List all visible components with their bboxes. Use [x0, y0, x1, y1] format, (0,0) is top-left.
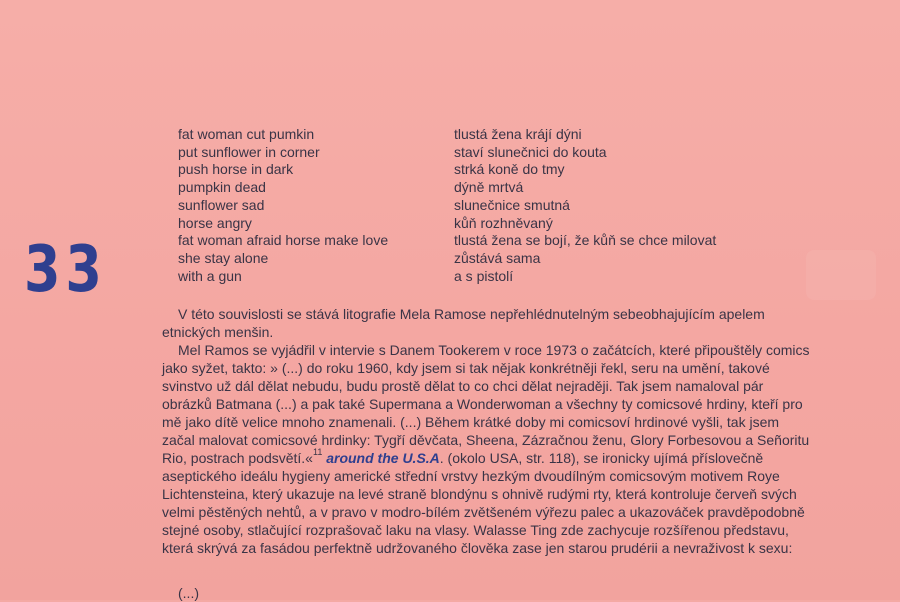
poem-line: slunečnice smutná	[454, 196, 570, 213]
poem-line: tlustá žena krájí dýni	[454, 126, 582, 142]
poem-line: push horse in dark	[178, 161, 294, 178]
poem-line: horse angry	[178, 214, 252, 231]
page-number: 33	[24, 233, 107, 307]
poem-line: fat woman afraid horse make love	[178, 232, 389, 249]
artwork-title: around the U.S.A	[326, 450, 440, 466]
poem-line: kůň rozhněvaný	[454, 214, 553, 231]
ellipsis-line: (...)	[178, 585, 199, 601]
footnote-ref: 11	[312, 447, 323, 458]
poem-line: she stay alone	[178, 249, 269, 266]
paragraph-1: V této souvislosti se stává litografie Mela Ramose nepřehlédnutelným sebeobhajujícím apelem etnických menšin.	[162, 306, 765, 340]
paragraph-2-rest: . (okolo USA, str. 118), se ironicky ujímá příslovečně aseptického ideálu hygieny americké střední vrstvy hezkým dvoudílným comicsovým motivem Roye Lichtensteina, který ukazuje na levé straně blondýnu s ohnivě rudými rty, která kontroluje červeň svých velmi pěstěných nehtů, a v pravo v modro-bílém zvětšeném výřezu palec a ukazováček pravděpodobně stejné osoby, stlačující rozprašovač laku na vlasy. Walasse Ting zde zachycuje rozšířenou představu, která skrývá za fasádou perfektně udržovaného člověka zase jen starou prudérii a nevraživost k sexu:	[162, 450, 805, 556]
poem-czech	[454, 126, 754, 285]
paragraph-2	[162, 341, 810, 557]
poem-english	[178, 126, 438, 285]
poem-line: dýně mrtvá	[454, 179, 524, 196]
poem-line: a s pistolí	[454, 267, 514, 284]
poem-line: fat woman cut pumkin	[178, 126, 315, 142]
poem-line: with a gun	[178, 267, 242, 284]
poem-line: staví slunečnici do kouta	[454, 143, 607, 160]
body-text	[162, 305, 810, 557]
poem-line: sunflower sad	[178, 196, 265, 213]
poem-line: pumpkin dead	[178, 179, 266, 196]
faint-mark	[806, 250, 876, 300]
poem-line: strká koně do tmy	[454, 161, 565, 178]
poem-line: tlustá žena se bojí, že kůň se chce milovat	[454, 232, 717, 249]
poem-line: zůstává sama	[454, 249, 541, 266]
paragraph-2-quote: Mel Ramos se vyjádřil v intervie s Danem Tookerem v roce 1973 o začátcích, které připouštěly comics jako syžet, takto: » (...) do roku 1960, kdy jsem si tak nějak konkrétněji řekl, seru na umění, takové svinstvo už dál dělat nebudu, budu prostě dělat to co chci dělat nejraději. Tak jsem namaloval pár obrázků Batmana (...) a pak také Supermana a Wonderwoman a všechny ty comicsové hrdiny, kteří pro mě jako dítě velice mnoho znamenali. (...) Během krátké doby mi comicsoví hrdinové vyšli, tak jsem začal malovat comicsové hrdinky: Tygří děvčata, Sheena, Zázračnou ženu, Glory Forbesovou a Señoritu Rio, postrach podsvětí.«	[162, 342, 810, 466]
poem-line: put sunflower in corner	[178, 143, 320, 160]
